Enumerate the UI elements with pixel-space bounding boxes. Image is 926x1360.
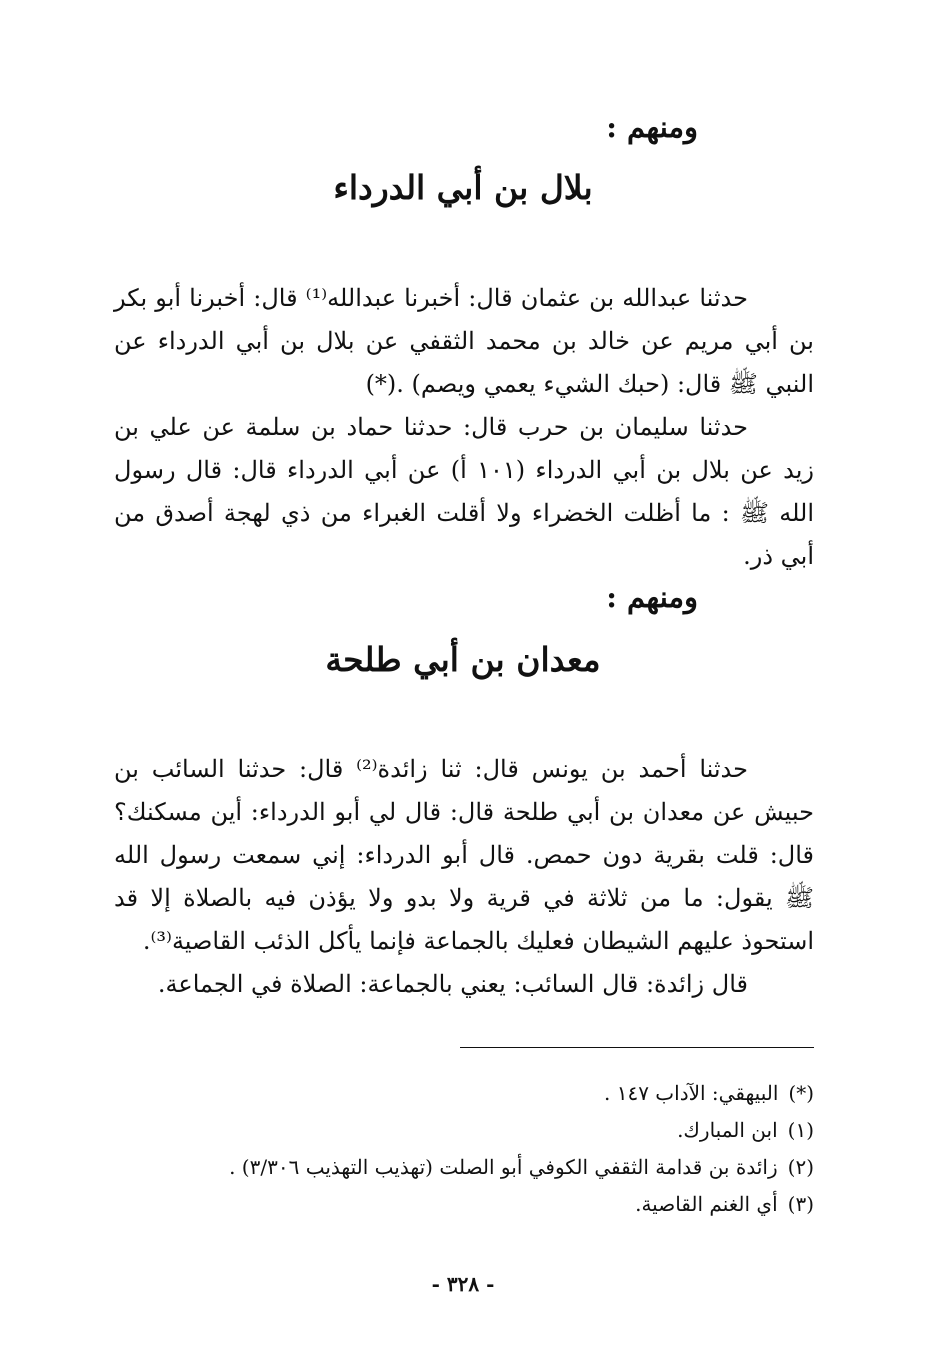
section-body [114, 748, 814, 1006]
footnote-divider [460, 1047, 814, 1048]
section-intro: ومنهم : [606, 110, 698, 144]
footnote-mark: (*) [788, 1081, 814, 1105]
section-title: معدان بن أبي طلحة [325, 640, 601, 679]
footnote-mark: (١) [787, 1118, 814, 1142]
paragraph: حدثنا عبدالله بن عثمان قال: أخبرنا عبدالله⁽¹⁾ قال: أخبرنا أبو بكر بن أبي مريم عن خالد بن محمد الثقفي عن بلال بن أبي الدرداء عن النبي ﷺ قال: (حبك الشيء يعمي ويصم) .(*) [114, 284, 814, 398]
footnote [114, 1149, 814, 1186]
footnote-text: البيهقي: الآداب ١٤٧ . [604, 1081, 779, 1105]
footnote-text: ابن المبارك. [677, 1118, 778, 1142]
footnote [114, 1112, 814, 1149]
section-intro: ومنهم : [606, 580, 698, 614]
footnote-mark: (٢) [787, 1155, 814, 1179]
page-number: - ٣٢٨ - [431, 1272, 495, 1296]
section-body [114, 277, 814, 578]
paragraph: حدثنا سليمان بن حرب قال: حدثنا حماد بن سلمة عن علي بن زيد عن بلال بن أبي الدرداء (١٠١ أ) عن أبي الدرداء قال: قال رسول الله ﷺ : ما أظلت الخضراء ولا أقلت الغبراء من ذي لهجة أصدق من أبي ذر. [114, 413, 814, 570]
footnote-mark: (٣) [787, 1192, 814, 1216]
footnote [114, 1075, 814, 1112]
paragraph: قال زائدة: قال السائب: يعني بالجماعة: الصلاة في الجماعة. [157, 970, 748, 998]
footnote-text: زائدة بن قدامة الثقفي الكوفي أبو الصلت (تهذيب التهذيب ٣/٣٠٦) . [229, 1155, 778, 1179]
paragraph: حدثنا أحمد بن يونس قال: ثنا زائدة⁽²⁾ قال: حدثنا السائب بن حبيش عن معدان بن أبي طلحة قال: قال لي أبو الدرداء: أين مسكنك؟ قال: قلت بقرية دون حمص. قال أبو الدرداء: إني سمعت رسول الله ﷺ يقول: ما من ثلاثة في قرية ولا بدو ولا يؤذن فيه بالصلاة إلا قد استحوذ عليهم الشيطان فعليك بالجماعة فإنما يأكل الذئب القاصية⁽³⁾. [114, 755, 814, 955]
footnotes [114, 1075, 814, 1223]
footnote-text: أي الغنم القاصية. [635, 1192, 778, 1216]
footnote [114, 1186, 814, 1223]
section-title: بلال بن أبي الدرداء [333, 168, 593, 207]
